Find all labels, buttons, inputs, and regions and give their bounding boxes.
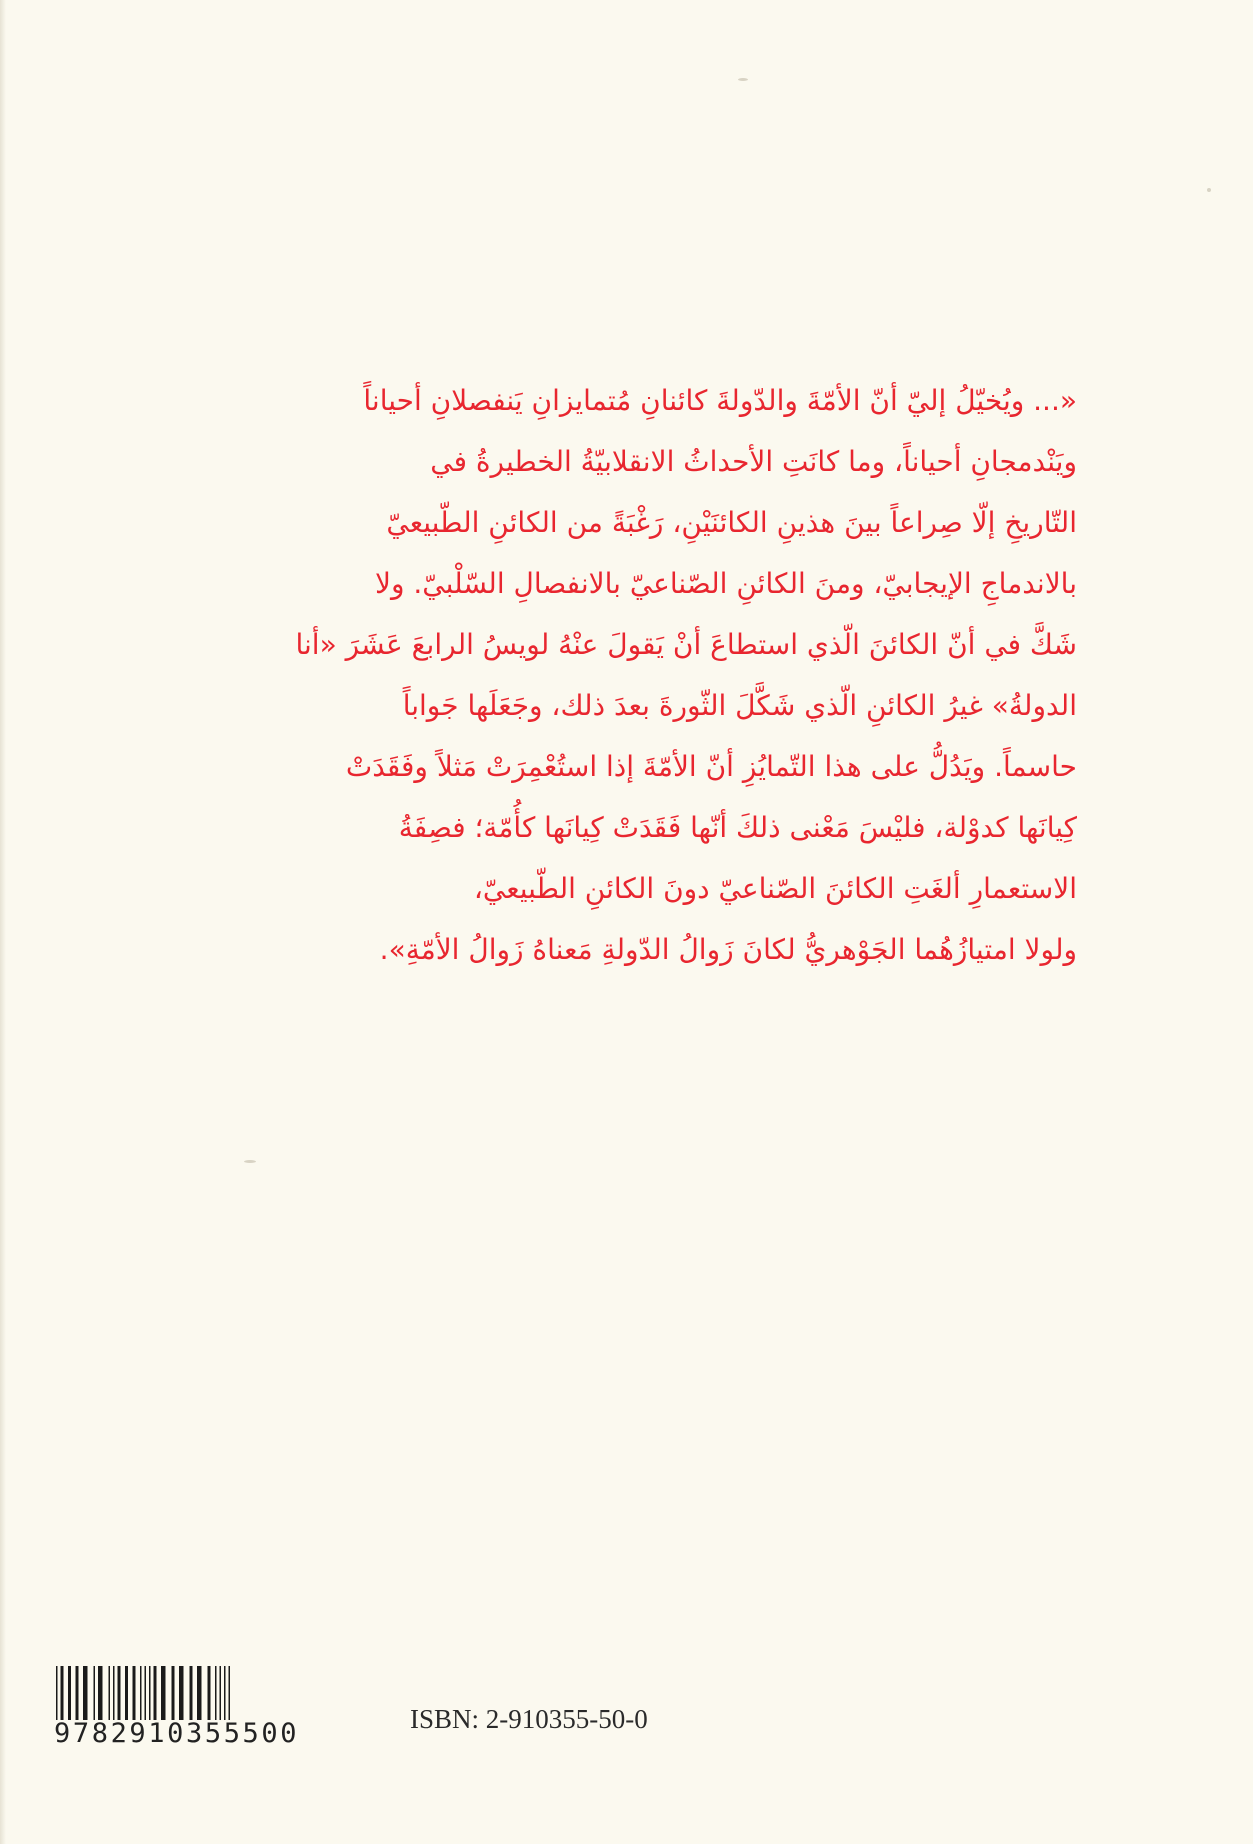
blurb-line: شَكَّ في أنّ الكائنَ الّذي استطاعَ أنْ يَقولَ عنْهُ لويسُ الرابعَ عَشَرَ «أنا <box>295 628 1077 661</box>
barcode-bar <box>154 1666 157 1720</box>
barcode-bar <box>149 1666 151 1720</box>
barcode-bar <box>224 1666 226 1720</box>
barcode-bar <box>190 1666 193 1720</box>
blurb-line: حاسماً. ويَدُلُّ على هذا التّمايُزِ أنّ الأمّةَ إذا استُعْمِرَتْ مَثلاً وفَقَدَتْ <box>345 750 1077 783</box>
blurb-line: التّاريخِ إلّا صِراعاً بينَ هذينِ الكائنَيْنِ، رَغْبَةً من الكائنِ الطّبيعيّ <box>386 506 1077 539</box>
barcode-bar <box>172 1666 175 1720</box>
barcode-bar <box>113 1666 115 1720</box>
barcode-bar <box>140 1666 142 1720</box>
barcode-bar <box>145 1666 147 1720</box>
barcode-bar <box>229 1666 231 1720</box>
paper-speck <box>1207 188 1211 192</box>
barcode-bar <box>56 1666 58 1720</box>
barcode-bars <box>54 1666 366 1720</box>
barcode-bar <box>68 1666 71 1720</box>
blurb-line: «... ويُخيّلُ إليّ أنّ الأمّةَ والدّولةَ كائنانِ مُتمايزانِ يَنفصلانِ أحياناً <box>363 384 1077 417</box>
blurb-line: كِيانَها كدوْلة، فليْسَ مَعْنى ذلكَ أنّها فَقَدَتْ كِيانَها كأُمّة؛ فصِفَةُ <box>398 811 1077 844</box>
barcode-bar <box>61 1666 64 1720</box>
blurb-line: بالاندماجِ الإيجابيّ، ومنَ الكائنِ الصّناعيّ بالانفصالِ السّلْبيّ. ولا <box>374 567 1077 600</box>
paper-speck <box>738 78 748 81</box>
barcode <box>54 1666 374 1751</box>
barcode-bar <box>133 1666 136 1720</box>
cover-edge <box>0 0 6 1844</box>
blurb-line: الدولةُ» غيرُ الكائنِ الّذي شَكَّلَ الثّورةَ بعدَ ذلك، وجَعَلَها جَواباً <box>402 689 1077 722</box>
barcode-bar <box>197 1666 202 1720</box>
back-cover-blurb <box>222 370 1077 980</box>
barcode-bar <box>220 1666 222 1720</box>
barcode-bar <box>109 1666 111 1720</box>
blurb-line: الاستعمارِ ألغَتِ الكائنَ الصّناعيّ دونَ الكائنِ الطّبيعيّ، <box>473 872 1077 905</box>
barcode-bar <box>125 1666 128 1720</box>
blurb-line: ويَنْدمجانِ أحياناً، وما كانَتِ الأحداثُ الانقلابيّةُ الخطيرةُ في <box>430 445 1077 478</box>
paper-speck <box>244 1160 256 1163</box>
barcode-bar <box>98 1666 103 1720</box>
barcode-bar <box>76 1666 79 1720</box>
barcode-digits: 9782910355500 <box>54 1718 300 1749</box>
barcode-bar <box>215 1666 217 1720</box>
barcode-bar <box>94 1666 96 1720</box>
barcode-bar <box>179 1666 184 1720</box>
barcode-bar <box>83 1666 88 1720</box>
barcode-bar <box>208 1666 211 1720</box>
barcode-bar <box>118 1666 121 1720</box>
barcode-bar <box>161 1666 166 1720</box>
isbn-label: ISBN: 2-910355-50-0 <box>410 1704 648 1734</box>
blurb-line: ولولا امتيازُهُما الجَوْهريُّ لكانَ زَوالُ الدّولةِ مَعناهُ زَوالُ الأمّةِ». <box>379 933 1077 966</box>
